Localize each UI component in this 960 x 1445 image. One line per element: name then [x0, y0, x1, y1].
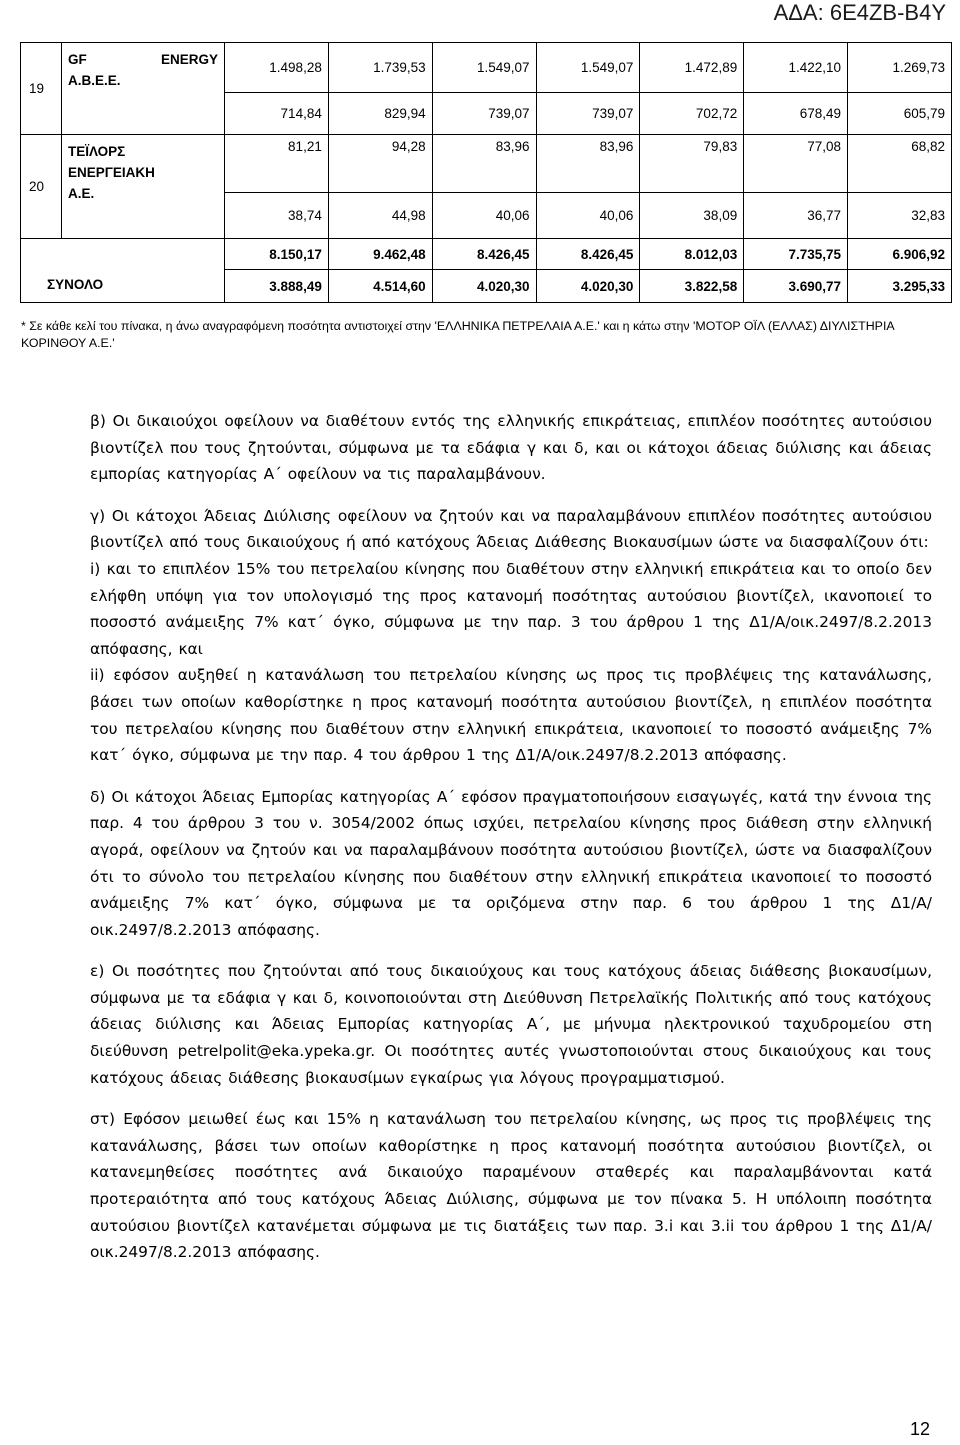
cell-value: 1.549,07 [536, 43, 640, 93]
cell-value: 605,79 [848, 93, 952, 135]
total-row [21, 239, 952, 270]
cell-value: 40,06 [432, 193, 536, 239]
company-name-line: ΤΕΪΛΟΡΣ [68, 144, 126, 159]
cell-value: 702,72 [640, 93, 744, 135]
cell-value: 36,77 [744, 193, 848, 239]
company-name-line: Α.Β.Ε.Ε. [68, 73, 121, 88]
table-footnote: * Σε κάθε κελί του πίνακα, η άνω αναγραφόμενη ποσότητα αντιστοιχεί στην 'ΕΛΛΗΝΙΚΑ ΠΕΤΡΕΛΑΙΑ Α.Ε.' και η κάτω στην 'ΜΟΤΟΡ ΟΪΛ (ΕΛΛΑΣ) ΔΙΥΛΙΣΤΗΡΙΑ ΚΟΡΙΝΘΟΥ Α.Ε.' [21, 319, 894, 350]
cell-value: 32,83 [848, 193, 952, 239]
ada-code: ΑΔΑ: 6Ε4ΖΒ-Β4Υ [773, 0, 946, 25]
total-value: 4.020,30 [536, 270, 640, 303]
company-name [62, 43, 225, 135]
cell-value: 79,83 [640, 135, 744, 193]
total-value: 4.020,30 [432, 270, 536, 303]
cell-value: 1.269,73 [848, 43, 952, 93]
paragraph-st: στ) Εφόσον μειωθεί έως και 15% η κατανάλωση του πετρελαίου κίνησης, ως προς τις προβλέψεις της κατανάλωσης, βάσει των οποίων καθορίστηκε η προς κατανομή ποσότητα αυτούσιου βιοντίζελ, οι κατανεμηθείσες ποσότητες ανά δικαιούχο παραμένουν σταθερές και παραλαμβάνονται κατά προτεραιότητα από τους κατόχους Άδειας Διύλισης, σύμφωνα με τον πίνακα 5. Η υπόλοιπη ποσότητα αυτούσιου βιοντίζελ κατανέμεται σύμφωνα με τις διατάξεις των παρ. 3.i και 3.ii του άρθρου 1 της Δ1/Α/οικ.2497/8.2.2013 απόφασης. [90, 1110, 932, 1262]
total-value: 8.426,45 [536, 239, 640, 270]
company-name [62, 135, 225, 239]
total-value: 3.690,77 [744, 270, 848, 303]
total-value: 9.462,48 [328, 239, 432, 270]
cell-value: 40,06 [536, 193, 640, 239]
total-value: 3.295,33 [848, 270, 952, 303]
cell-value: 44,98 [328, 193, 432, 239]
cell-value: 38,09 [640, 193, 744, 239]
company-name-part: ENERGY [160, 52, 218, 67]
paragraph-b: β) Οι δικαιούχοι οφείλουν να διαθέτουν εντός της ελληνικής επικράτειας, επιπλέον ποσότητες αυτούσιου βιοντίζελ που τους ζητούνται, σύμφωνα με τα εδάφια γ και δ, και οι κάτοχοι άδειας διύλισης και άδειας εμπορίας κατηγορίας Α΄ οφείλουν να τις παραλαμβάνουν. [90, 412, 932, 484]
cell-value: 68,82 [848, 135, 952, 193]
page-number: 12 [909, 1419, 930, 1439]
cell-value: 739,07 [536, 93, 640, 135]
total-value: 8.150,17 [225, 239, 329, 270]
paragraph-g-ii: ii) εφόσον αυξηθεί η κατανάλωση του πετρελαίου κίνησης ως προς τις προβλέψεις της κατανάλωσης, βάσει των οποίων καθορίστηκε η προς κατανομή ποσότητα αυτούσιου βιοντίζελ, η επιπλέον ποσότητα του πετρελαίου κίνησης που διαθέτουν στην ελληνική επικράτεια, ικανοποιεί το ποσοστό ανάμειξης 7% κατ΄ όγκο, σύμφωνα με την παρ. 4 του άρθρου 1 της Δ1/Α/οικ.2497/8.2.2013 απόφασης. [90, 666, 932, 765]
total-value: 4.514,60 [328, 270, 432, 303]
cell-value: 94,28 [328, 135, 432, 193]
row-index: 19 [21, 43, 62, 135]
cell-value: 1.739,53 [328, 43, 432, 93]
cell-value: 714,84 [225, 93, 329, 135]
cell-value: 829,94 [328, 93, 432, 135]
cell-value: 83,96 [432, 135, 536, 193]
total-value: 6.906,92 [848, 239, 952, 270]
paragraph-g-intro: γ) Οι κάτοχοι Άδειας Διύλισης οφείλουν να ζητούν και να παραλαμβάνουν επιπλέον ποσότητες αυτούσιου βιοντίζελ από τους δικαιούχους ή από κατόχους Άδειας Διάθεσης Βιοκαυσίμων ώστε να διασφαλίζουν ότι: [90, 506, 932, 552]
total-value: 3.822,58 [640, 270, 744, 303]
allocation-table [20, 42, 952, 303]
document-body [90, 408, 932, 1281]
cell-value: 1.498,28 [225, 43, 329, 93]
cell-value: 1.422,10 [744, 43, 848, 93]
cell-value: 739,07 [432, 93, 536, 135]
total-value: 3.888,49 [225, 270, 329, 303]
cell-value: 81,21 [225, 135, 329, 193]
total-label: ΣΥΝΟΛΟ [21, 239, 225, 303]
cell-value: 77,08 [744, 135, 848, 193]
cell-value: 1.472,89 [640, 43, 744, 93]
total-value: 8.012,03 [640, 239, 744, 270]
company-name-line [68, 49, 218, 70]
table-row [21, 135, 952, 193]
table-row [21, 43, 952, 93]
company-name-part: GF [68, 52, 87, 67]
row-index: 20 [21, 135, 62, 239]
company-name-line: Α.Ε. [68, 186, 95, 201]
paragraph-e: ε) Οι ποσότητες που ζητούνται από τους δικαιούχους και τους κατόχους άδειας διάθεσης βιοκαυσίμων, σύμφωνα με τα εδάφια γ και δ, κοινοποιούνται στη Διεύθυνση Πετρελαϊκής Πολιτικής από τους κατόχους άδειας διύλισης και Άδειας Εμπορίας κατηγορίας Α΄, με μήνυμα ηλεκτρονικού ταχυδρομείου στη διεύθυνση petrelpolit@eka.ypeka.gr. Οι ποσότητες αυτές γνωστοποιούνται στους δικαιούχους και τους κατόχους άδειας διάθεσης βιοκαυσίμων εγκαίρως για λόγους προγραμματισμού. [90, 962, 932, 1087]
paragraph-g-i: i) και το επιπλέον 15% του πετρελαίου κίνησης που διαθέτουν στην ελληνική επικράτεια και το οποίο δεν ελήφθη υπόψη για τον υπολογισμό της προς κατανομή ποσότητας αυτούσιου βιοντίζελ, ικανοποιεί το ποσοστό ανάμειξης 7% κατ΄ όγκο, σύμφωνα με την παρ. 3 του άρθρου 1 της Δ1/Α/οικ.2497/8.2.2013 απόφασης, και [90, 559, 932, 658]
total-value: 7.735,75 [744, 239, 848, 270]
cell-value: 83,96 [536, 135, 640, 193]
cell-value: 38,74 [225, 193, 329, 239]
total-value: 8.426,45 [432, 239, 536, 270]
cell-value: 678,49 [744, 93, 848, 135]
cell-value: 1.549,07 [432, 43, 536, 93]
company-name-line: ΕΝΕΡΓΕΙΑΚΗ [68, 165, 155, 180]
paragraph-d: δ) Οι κάτοχοι Άδειας Εμπορίας κατηγορίας Α΄ εφόσον πραγματοποιήσουν εισαγωγές, κατά την έννοια της παρ. 4 του άρθρου 3 του ν. 3054/2002 όπως ισχύει, πετρελαίου κίνησης προς διάθεση στην ελληνική αγορά, οφείλουν να ζητούν και να παραλαμβάνουν ποσότητα αυτούσιου βιοντίζελ, ώστε να διασφαλίζουν ότι το σύνολο του πετρελαίου κίνησης που διαθέτουν στην ελληνική επικράτεια ικανοποιεί το ποσοστό ανάμειξης 7% κατ΄ όγκο, σύμφωνα με τα οριζόμενα στην παρ. 6 του άρθρου 1 της Δ1/Α/οικ.2497/8.2.2013 απόφασης. [90, 787, 932, 939]
